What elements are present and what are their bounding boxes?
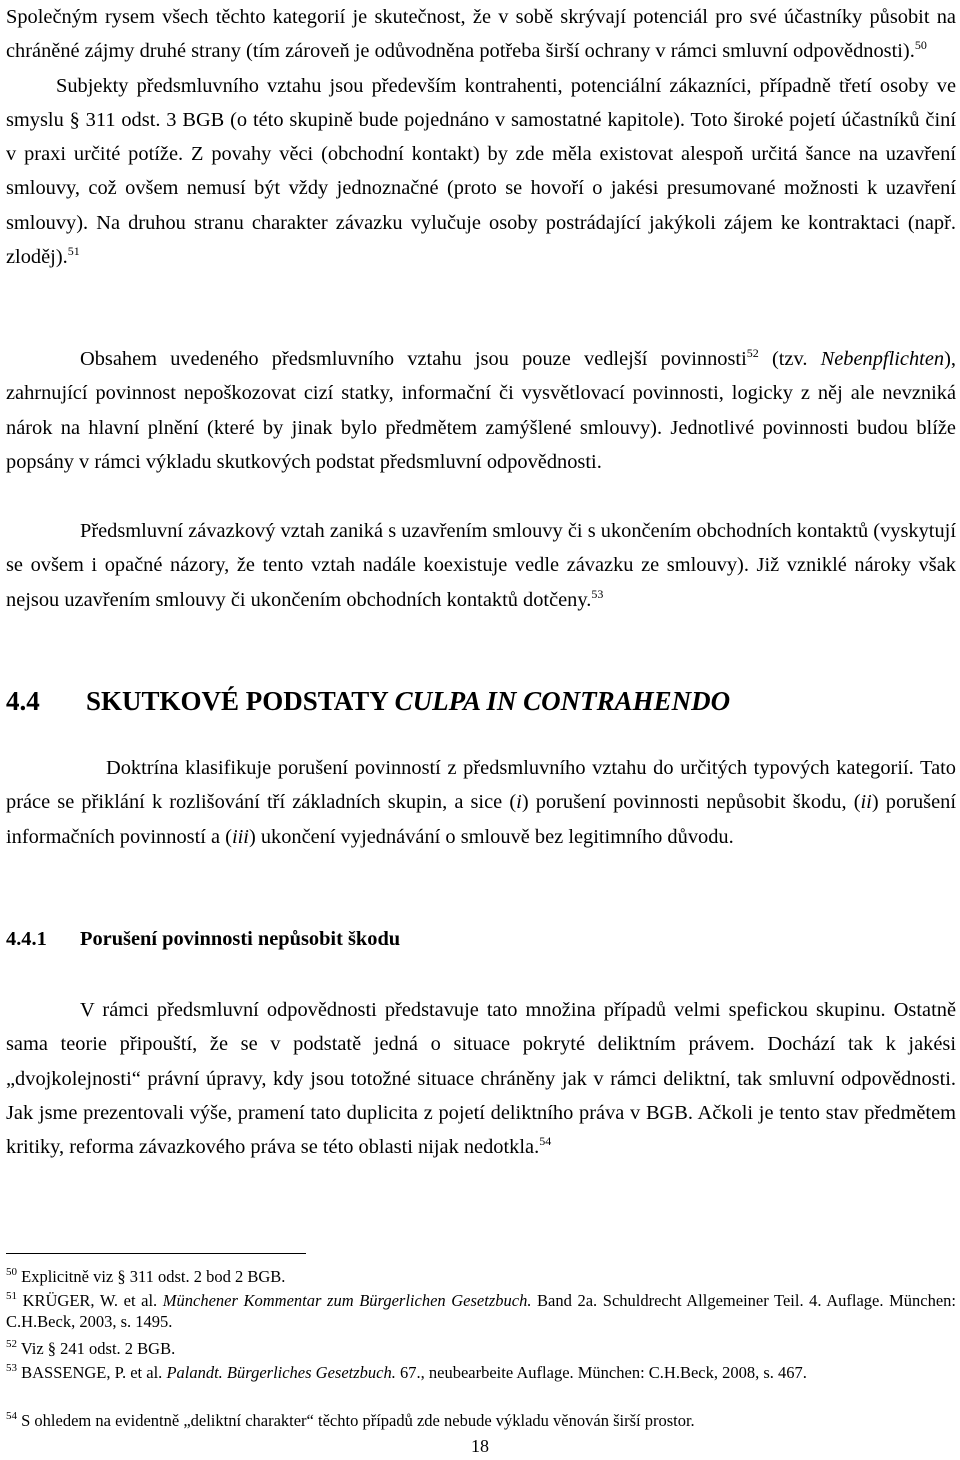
footnote-50: $^{50}$ Explicitně viz § 311 odst. 2 bod 2 BGB. [6,1266,286,1286]
paragraph-2: Obsahem uvedeného předsmluvního vztahu jsou pouze vedlejší povinnosti$^{52}$ (tzv. Nebenpflichten), zahrnující povinnost nepoškozovat cizí statky, informační či vysvětlovací povinnosti, logicky z něj ale nevzniká nárok na hlavní plnění (které by jinak bylo předmětem zamýšlené smlouvy). Jednotlivé povinnosti budou blíže popsány v rámci výkladu skutkových podstat předsmluvní odpovědnosti. [6,346,956,473]
footnote-ref-54[interactable]: 54 [539,1134,552,1149]
paragraph-3: Předsmluvní závazkový vztah zaniká s uzavřením smlouvy či s ukončením obchodních kontaktů (vyskytují se ovšem i opačné názory, že tento vztah nadále koexistuje vedle závazku ze smlouvy). Již vzniklé nároky však nejsou uzavřením smlouvy či ukončením obchodních kontaktů dotčeny.$^{53}$ [6,520,956,611]
footnote-separator [6,1253,306,1254]
paragraph-1: Společným rysem všech těchto kategorií je skutečnost, že v sobě skrývají potenciál pro své účastníky působit na chráněné zájmy druhé strany (tím zároveň je odůvodněna potřeba širší ochrany v rámci smluvní odpovědnosti).$^{50}$ Subjekty předsmluvního vztahu jsou především kontrahenti, potenciální zákazníci, případně třetí osoby ve smyslu § 311 odst. 3 BGB (o této skupině bude pojednáno v samostatné kapitole). Toto široké pojetí účastníků činí v praxi určité potíže. Z povahy věci (obchodní kontakt) by zde měla existovat alespoň určitá šance na uzavření smlouvy, což ovšem nemusí být vždy jednoznačné (proto se hovoří o jakési presumované možnosti k uzavření smlouvy). Na druhou stranu charakter závazku vylučuje osoby postrádající jakýkoli zájem ke kontraktaci (např. zloděj).$^{51}$ [6,6,956,269]
section-heading-4-4-1: 4.4.1 Porušení povinnosti nepůsobit škodu [6,928,401,950]
footnote-51: $^{51}$ KRÜGER, W. et al. Münchener Kommentar zum Bürgerlichen Gesetzbuch. Band 2a. Schuldrecht Allgemeiner Teil. 4. Auflage. München: C.H.Beck, 2003, s. 1495. [6,1290,956,1331]
paragraph-4: Doktrína klasifikuje porušení povinností z předsmluvního vztahu do určitých typových kategorií. Tato práce se přiklání k rozlišování tří základních skupin, a sice (i) porušení povinnosti nepůsobit škodu, (ii) porušení informačních povinností a (iii) ukončení vyjednávání o smlouvě bez legitimního důvodu. [6,757,956,848]
footnote-ref-51[interactable]: 51 [67,244,80,259]
footnote-53: $^{53}$ BASSENGE, P. et al. Palandt. Bürgerliches Gesetzbuch. 67., neubearbeite Auflage. München: C.H.Beck, 2008, s. 467. [6,1362,807,1382]
footnote-ref-50[interactable]: 50 [914,38,927,53]
footnote-ref-53[interactable]: 53 [591,586,604,601]
footnote-ref-52[interactable]: 52 [746,346,759,360]
page-number: 18 [471,1436,489,1456]
footnote-52: $^{52}$ Viz § 241 odst. 2 BGB. [6,1338,176,1358]
paragraph-5: V rámci předsmluvní odpovědnosti představuje tato množina případů velmi speficko​u skupinu. Ostatně sama teorie připouští, že se v podstatě jedná o situace pokryté deliktním právem. Dochází tak k jakési „dvojkolejnosti“ právní úpravy, kdy jsou totožné situace chráněny jak v rámci deliktní, tak smluvní odpovědnosti. Jak jsme prezentovali výše, pramení tato duplicita z pojetí deliktního práva v BGB. Ačkoli je tento stav předmětem kritiky, reforma závazkového práva se této oblasti nijak nedotkla.$^{54}$ [6,999,956,1159]
section-heading-4-4: 4.4 SKUTKOVÉ PODSTATY CULPA IN CONTRAHENDO [6,686,731,716]
footnote-54: $^{54}$ S ohledem na evidentně „deliktní charakter“ těchto případů zde nebude výkladu věnován širší prostor. [6,1410,695,1430]
